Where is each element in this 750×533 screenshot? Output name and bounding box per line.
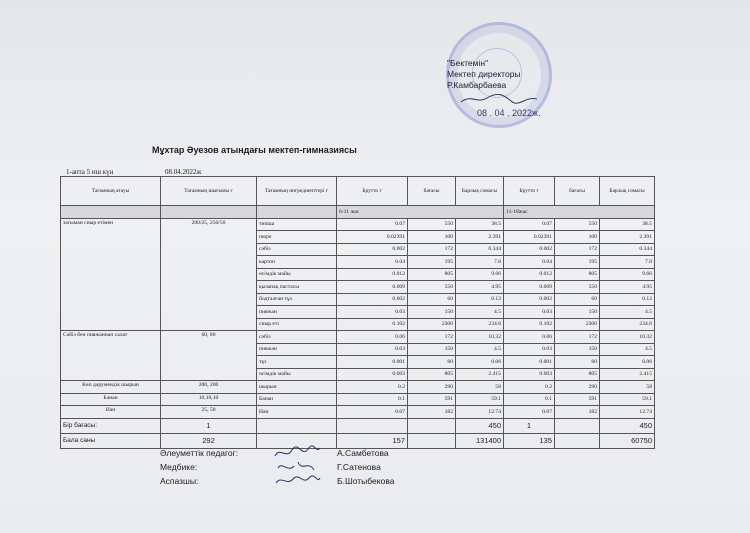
ingredient-name: тұз (257, 356, 337, 369)
ingredient-value: 805 (555, 268, 600, 281)
ingredient-name: өсімдік майы (257, 268, 337, 281)
ingredient-value: 150 (408, 306, 456, 319)
approval-director: Р.Камбарбаева (447, 80, 507, 90)
ingredient-value: 2.415 (456, 368, 504, 381)
dish-yield: 25, 50 (161, 406, 257, 419)
ingredient-value: 59.1 (600, 393, 655, 406)
ingredient-value: 2.391 (456, 231, 504, 244)
ingredient-value: 290 (555, 381, 600, 394)
ingredient-value: 2.415 (600, 368, 655, 381)
ingredient-value: 290 (408, 381, 456, 394)
ingredient-value: 0.03 (337, 306, 408, 319)
age-group-2: 11-18жас (504, 206, 655, 219)
ingredient-value: 7.8 (600, 256, 655, 269)
ingredient-name: сәбіз (257, 331, 337, 344)
ingredient-value: 2.391 (600, 231, 655, 244)
ingredient-value: 195 (408, 256, 456, 269)
ingredient-value: 60 (408, 293, 456, 306)
ingredient-value: 172 (555, 243, 600, 256)
ingredient-value: 2300 (408, 318, 456, 331)
ingredient-value: 38.5 (600, 218, 655, 231)
ingredient-value: 0.002 (504, 293, 555, 306)
signature-name: Б.Шотыбекова (337, 476, 395, 486)
ingredient-value: 550 (555, 281, 600, 294)
dish-yield: 200/25, 250/50 (161, 218, 257, 331)
ingredient-value: 0.009 (504, 281, 555, 294)
ingredient-value: 234.6 (600, 318, 655, 331)
ingredient-value: 0.06 (504, 331, 555, 344)
ingredient-value: 58 (600, 381, 655, 394)
ingredient-value: 0.344 (600, 243, 655, 256)
ingredient-value: 0.001 (504, 356, 555, 369)
ingredient-value: 2300 (555, 318, 600, 331)
ingredient-value: 100 (408, 231, 456, 244)
header-cell: Тағамның шығымы г (161, 177, 257, 206)
ingredient-value: 0.06 (337, 331, 408, 344)
ingredient-value: 195 (555, 256, 600, 269)
ingredient-value: 0.002 (337, 243, 408, 256)
ingredient-value: 0.04 (504, 256, 555, 269)
ingredient-value: 0.02391 (504, 231, 555, 244)
header-cell: Тағамның ингредиенттері г (257, 177, 337, 206)
ingredient-value: 805 (408, 268, 456, 281)
ingredient-value: 59.1 (456, 393, 504, 406)
ingredient-value: 0.03 (504, 343, 555, 356)
ingredient-row (61, 381, 655, 394)
header-cell: бағасы (408, 177, 456, 206)
ingredient-value: 9.66 (456, 268, 504, 281)
week-day: 1-апта 5 нш күн (66, 168, 114, 176)
header-cell: Барлық сомасы (456, 177, 504, 206)
ingredient-row (61, 393, 655, 406)
ingredient-value: 591 (555, 393, 600, 406)
ingredient-name: йодталған тұз (257, 293, 337, 306)
ingredient-value: 591 (408, 393, 456, 406)
ingredient-value: 0.012 (337, 268, 408, 281)
ingredient-value: 0.102 (337, 318, 408, 331)
ingredient-value: 4.95 (600, 281, 655, 294)
ingredient-value: 4.95 (456, 281, 504, 294)
ingredient-name: Нан (257, 406, 337, 419)
ingredient-value: 0.06 (600, 356, 655, 369)
ingredient-name: қызанақ пастасы (257, 281, 337, 294)
ingredient-name: сәбіз (257, 243, 337, 256)
ingredient-value: 0.12 (600, 293, 655, 306)
ingredient-value: 0.344 (456, 243, 504, 256)
ingredient-value: 10.32 (600, 331, 655, 344)
dish-name: Сәбіз бен пияжаннан салат (61, 331, 161, 381)
ingredient-name: пияжан (257, 343, 337, 356)
ingredient-value: 58 (456, 381, 504, 394)
dish-yield: 10,10,10 (161, 393, 257, 406)
ingredient-value: 0.07 (337, 406, 408, 419)
ingredient-name: типша (257, 218, 337, 231)
ingredient-value: 0.1 (504, 393, 555, 406)
ingredient-value: 0.002 (337, 293, 408, 306)
approval-block (447, 58, 541, 118)
document-date: 08.04.2022ж (165, 168, 202, 176)
ingredient-value: 4.5 (600, 343, 655, 356)
ingredient-row (61, 406, 655, 419)
ingredient-value: 0.07 (504, 218, 555, 231)
age-group-1: 6-11 жас (337, 206, 504, 219)
ingredient-value: 0.002 (504, 243, 555, 256)
ingredient-value: 0.1 (337, 393, 408, 406)
ingredient-value: 60 (408, 356, 456, 369)
ingredient-value: 0.003 (504, 368, 555, 381)
header-cell: Барлық сомасы (600, 177, 655, 206)
ingredient-value: 0.02391 (337, 231, 408, 244)
ingredient-value: 150 (408, 343, 456, 356)
ingredient-value: 7.8 (456, 256, 504, 269)
ingredient-value: 150 (555, 306, 600, 319)
ingredient-value: 172 (408, 331, 456, 344)
signature-role: Әлеуметтік педагог: (160, 448, 239, 458)
ingredient-value: 0.07 (504, 406, 555, 419)
ingredient-value: 9.66 (600, 268, 655, 281)
ingredient-value: 172 (408, 243, 456, 256)
header-cell: бағасы (555, 177, 600, 206)
ingredient-name: шырын (257, 381, 337, 394)
director-signature (459, 92, 539, 106)
ingredient-value: 0.12 (456, 293, 504, 306)
ingredient-value: 12.74 (600, 406, 655, 419)
header-cell: Брутто г (337, 177, 408, 206)
ingredient-value: 0.009 (337, 281, 408, 294)
ingredient-value: 38.5 (456, 218, 504, 231)
ingredient-name: Банан (257, 393, 337, 406)
handwritten-signature (272, 472, 322, 490)
ingredient-value: 805 (555, 368, 600, 381)
signature-name: А.Самбетова (337, 448, 389, 458)
ingredient-value: 0.04 (337, 256, 408, 269)
ingredient-name: картоп (257, 256, 337, 269)
ingredient-value: 0.102 (504, 318, 555, 331)
ingredient-value: 0.06 (456, 356, 504, 369)
dish-yield: 60, 80 (161, 331, 257, 381)
approval-date: 08 . 04 . 2022ж. (477, 108, 541, 118)
ingredient-value: 550 (408, 218, 456, 231)
ingredient-value: 60 (555, 356, 600, 369)
ingredient-row (61, 218, 655, 231)
ingredient-value: 182 (555, 406, 600, 419)
menu-table (60, 176, 655, 449)
signature-role: Медбике: (160, 462, 198, 472)
ingredient-name: пияжан (257, 306, 337, 319)
ingredient-value: 0.003 (337, 368, 408, 381)
ingredient-value: 0.2 (337, 381, 408, 394)
age-group-row (61, 206, 655, 219)
header-cell: Брутто г (504, 177, 555, 206)
ingredient-value: 0.2 (504, 381, 555, 394)
kids-count-row: Бала саны 292 157 131400 135 60750 (61, 433, 655, 448)
header-cell: Тағамның атауы (61, 177, 161, 206)
ingredient-value: 0.001 (337, 356, 408, 369)
ingredient-value: 100 (555, 231, 600, 244)
ingredient-value: 550 (408, 281, 456, 294)
ingredient-value: 60 (555, 293, 600, 306)
ingredient-name: пюре (257, 231, 337, 244)
ingredient-value: 182 (408, 406, 456, 419)
dish-name: Банан (61, 393, 161, 406)
ingredient-name: өсімдік майы (257, 368, 337, 381)
header-row (61, 177, 655, 206)
approval-position: Мектеп директоры (447, 69, 521, 79)
ingredient-value: 4.5 (456, 343, 504, 356)
ingredient-name: сиыр еті (257, 318, 337, 331)
ingredient-row (61, 331, 655, 344)
ingredient-value: 550 (555, 218, 600, 231)
ingredient-value: 234.6 (456, 318, 504, 331)
price-row: Бір бағасы: 1 450 1 450 (61, 418, 655, 433)
ingredient-value: 150 (555, 343, 600, 356)
ingredient-value: 12.74 (456, 406, 504, 419)
ingredient-value: 4.5 (600, 306, 655, 319)
ingredient-value: 0.012 (504, 268, 555, 281)
ingredient-value: 10.32 (456, 331, 504, 344)
dish-yield: 200, 200 (161, 381, 257, 394)
ingredient-value: 0.07 (337, 218, 408, 231)
ingredient-value: 4.5 (456, 306, 504, 319)
approval-org: "Бектемін" (447, 58, 489, 68)
school-title: Мұхтар Әуезов атындағы мектеп-гимназиясы (152, 145, 357, 155)
ingredient-value: 0.03 (504, 306, 555, 319)
ingredient-value: 0.03 (337, 343, 408, 356)
ingredient-value: 172 (555, 331, 600, 344)
dish-name: Нан (61, 406, 161, 419)
ingredient-value: 805 (408, 368, 456, 381)
signature-name: Г.Сатенова (337, 462, 381, 472)
dish-name: загыман сиыр етімен (61, 218, 161, 331)
dish-name: Көп дәрумендік шырын (61, 381, 161, 394)
signature-role: Аспазшы: (160, 476, 199, 486)
